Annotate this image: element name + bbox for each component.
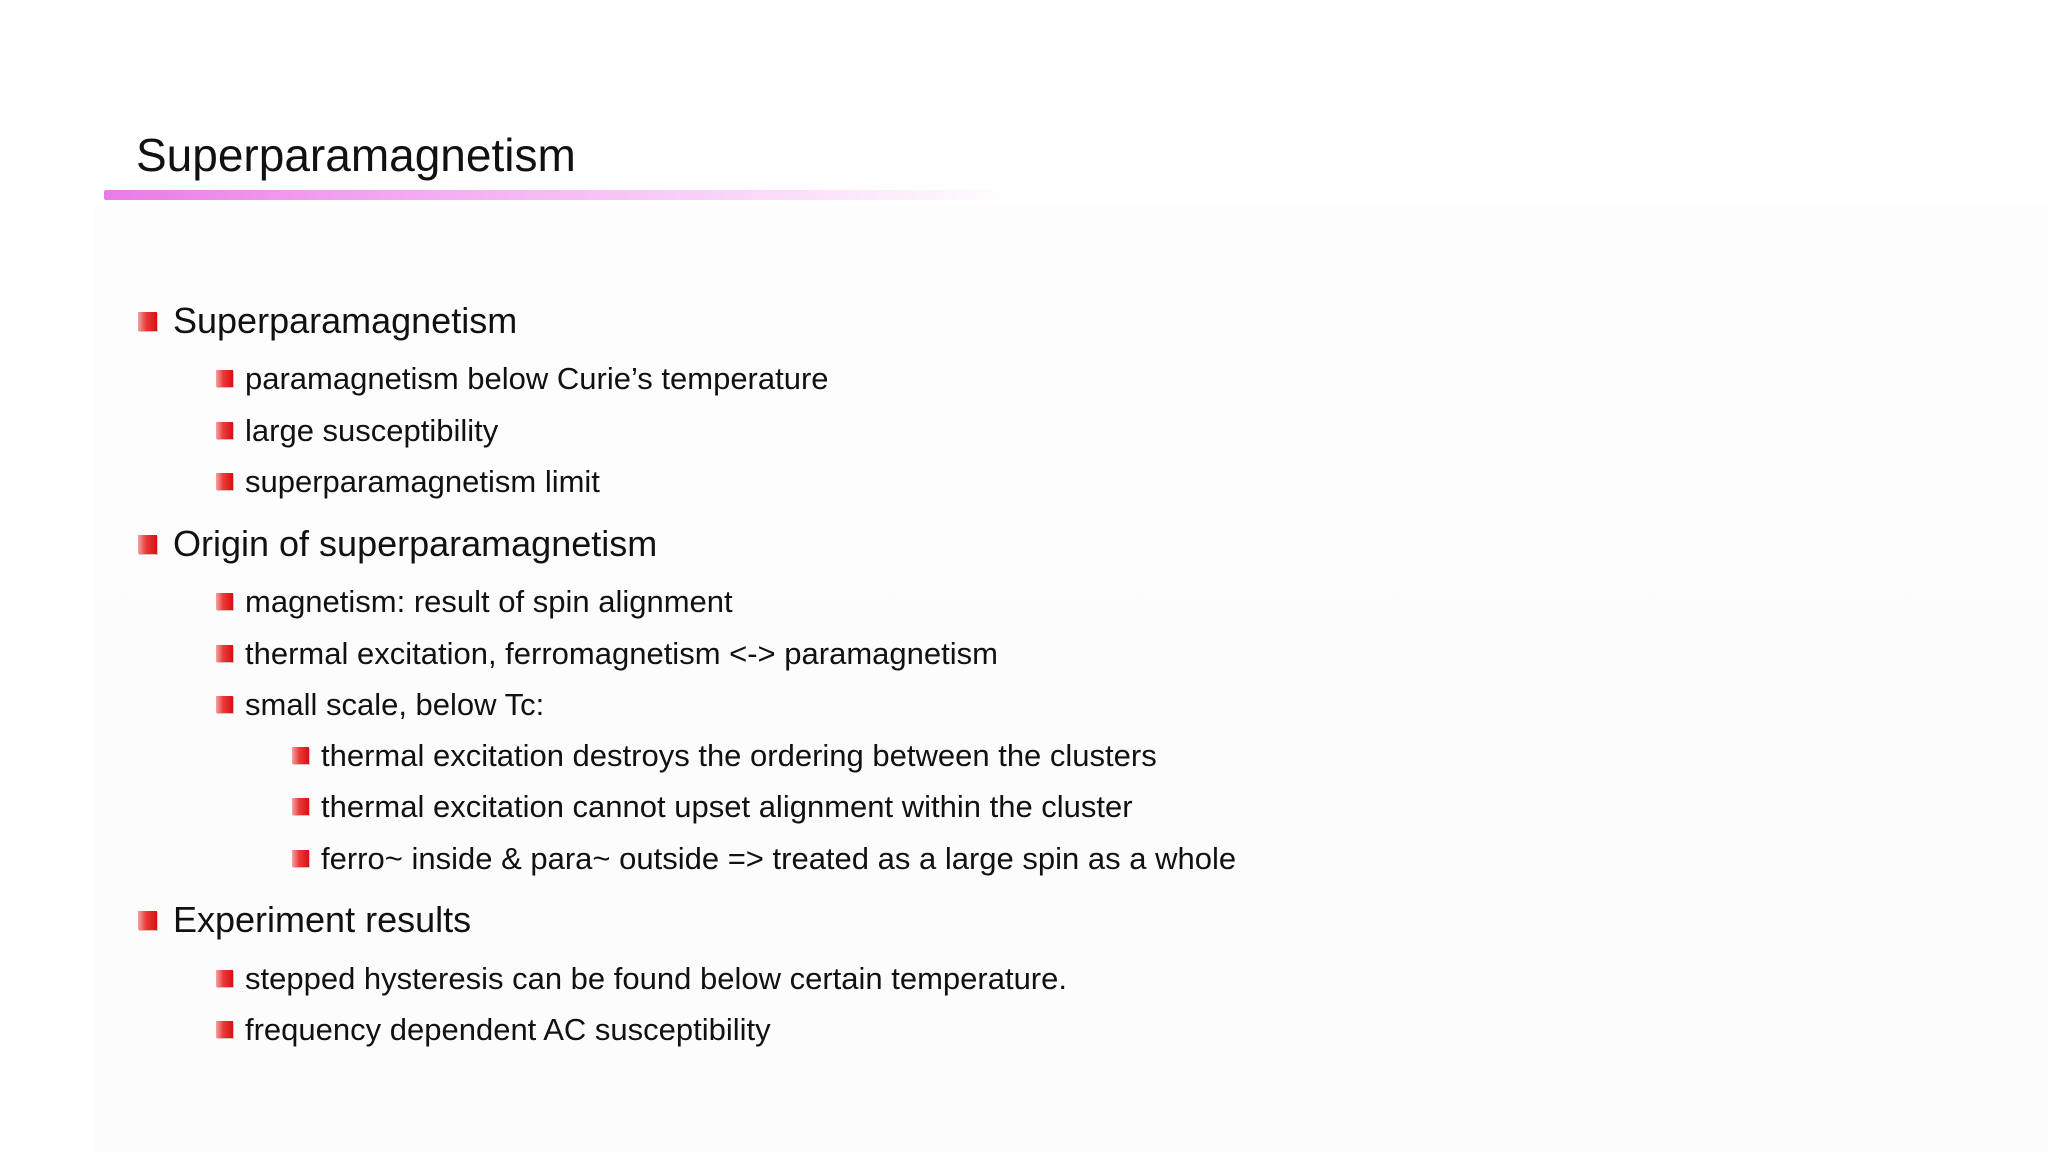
red-square-bullet-icon <box>216 645 233 662</box>
bullet-text: Experiment results <box>173 899 472 940</box>
bullet-item-level-1 <box>138 896 471 944</box>
red-square-bullet-icon <box>216 1021 233 1038</box>
red-square-bullet-icon <box>216 696 233 713</box>
bullet-text: thermal excitation destroys the ordering between the clusters <box>321 737 1157 773</box>
bullet-text: frequency dependent AC susceptibility <box>245 1011 771 1047</box>
red-square-bullet-icon <box>138 911 157 930</box>
red-square-bullet-icon <box>292 798 309 815</box>
bullet-text: superparamagnetism limit <box>245 463 600 499</box>
bullet-item-level-2 <box>216 579 733 623</box>
bullet-item-level-2 <box>216 682 544 726</box>
red-square-bullet-icon <box>292 747 309 764</box>
bullet-item-level-2 <box>216 1007 771 1051</box>
bullet-text: Origin of superparamagnetism <box>173 523 658 564</box>
bullet-text: thermal excitation cannot upset alignment within the cluster <box>321 788 1133 824</box>
slide-title: Superparamagnetism <box>136 129 576 181</box>
red-square-bullet-icon <box>216 970 233 987</box>
bullet-text: magnetism: result of spin alignment <box>245 583 733 619</box>
red-square-bullet-icon <box>138 535 157 554</box>
bullet-item-level-1 <box>138 520 657 568</box>
red-square-bullet-icon <box>216 422 233 439</box>
bullet-text: large susceptibility <box>245 412 499 448</box>
red-square-bullet-icon <box>138 312 157 331</box>
red-square-bullet-icon <box>216 473 233 490</box>
bullet-item-level-2 <box>216 459 600 503</box>
bullet-item-level-2 <box>216 356 829 400</box>
bullet-item-level-2 <box>216 408 498 452</box>
bullet-item-level-3 <box>292 836 1236 880</box>
bullet-item-level-2 <box>216 956 1067 1000</box>
title-underline <box>104 190 1014 200</box>
bullet-text: stepped hysteresis can be found below certain temperature. <box>245 960 1067 996</box>
bullet-item-level-1 <box>138 297 517 345</box>
bullet-item-level-3 <box>292 784 1133 828</box>
bullet-item-level-3 <box>292 733 1157 777</box>
bullet-text: Superparamagnetism <box>173 300 518 341</box>
bullet-text: paramagnetism below Curie’s temperature <box>245 360 829 396</box>
bullet-text: ferro~ inside & para~ outside => treated as a large spin as a whole <box>321 840 1237 876</box>
red-square-bullet-icon <box>216 593 233 610</box>
bullet-item-level-2 <box>216 631 998 675</box>
bullet-text: thermal excitation, ferromagnetism <-> paramagnetism <box>245 635 998 671</box>
red-square-bullet-icon <box>292 850 309 867</box>
red-square-bullet-icon <box>216 370 233 387</box>
bullet-text: small scale, below Tc: <box>245 686 545 722</box>
